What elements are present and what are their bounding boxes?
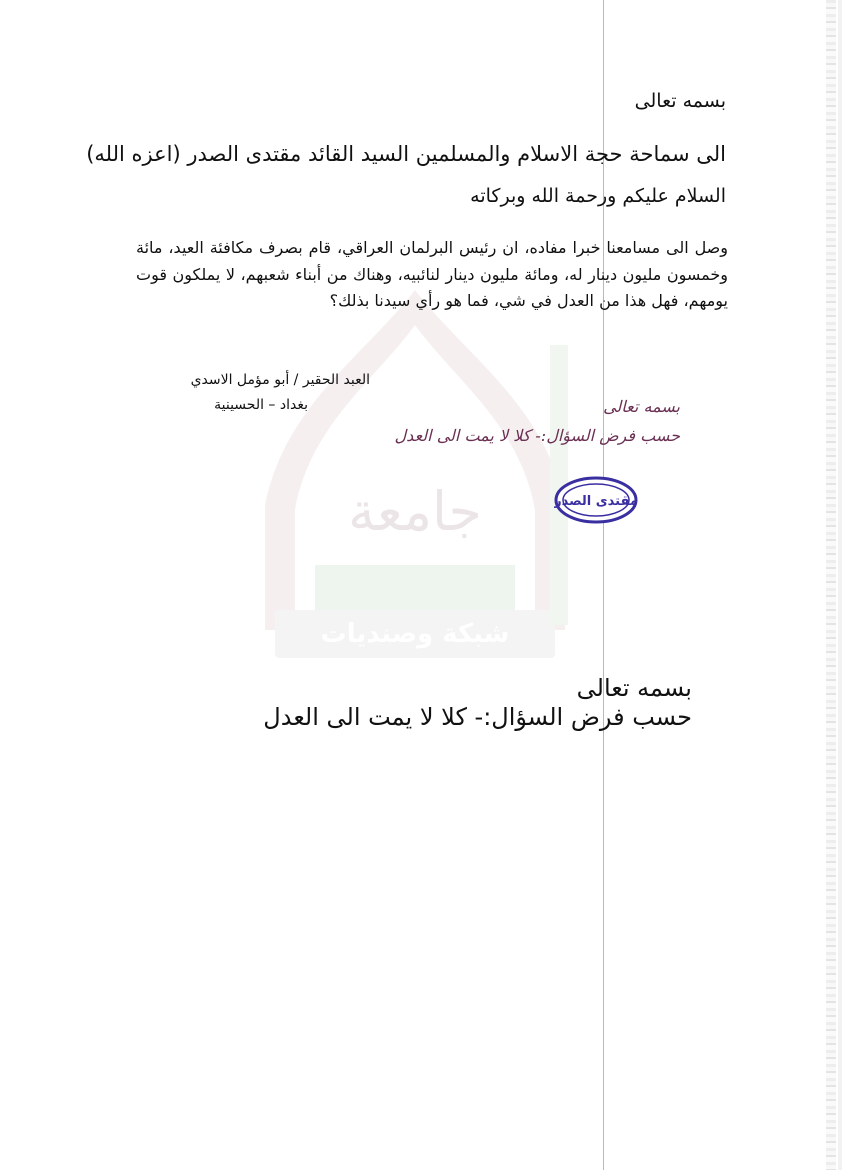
scan-edge-inner <box>838 0 842 1170</box>
watermark-banner-text: شبكة وصنديات <box>320 619 510 649</box>
margin-rule <box>603 0 604 1170</box>
typed-basmala: بسمه تعالى <box>576 674 692 702</box>
official-stamp <box>554 476 638 524</box>
typed-answer: حسب فرض السؤال:- كلا لا يمت الى العدل <box>263 703 692 731</box>
handwritten-answer: حسب فرض السؤال:- كلا لا يمت الى العدل <box>394 426 680 445</box>
scan-edge <box>826 0 836 1170</box>
watermark-logo <box>255 285 575 670</box>
letter-addressee: الى سماحة حجة الاسلام والمسلمين السيد القائد مقتدى الصدر (اعزه الله) <box>86 142 726 166</box>
stamp-text: مقتدى الصدر <box>554 494 638 509</box>
watermark-title-text: جامعة <box>348 480 482 543</box>
letter-body: وصل الى مسامعنا خبرا مفاده، ان رئيس البرلمان العراقي، قام بصرف مكافئة العيد، مائة وخمسون مليون دينار له، ومائة مليون دينار لنائبيه، وهناك من أبناء شعبهم، لا يملكون قوت يومهم، فهل هذا من العدل في شي، فما هو رأي سيدنا بذلك؟ <box>136 238 728 310</box>
sender-place: بغداد – الحسينية <box>214 397 308 413</box>
letter-greeting: السلام عليكم ورحمة الله وبركاته <box>470 185 726 207</box>
handwritten-basmala: بسمه تعالى <box>603 397 680 416</box>
letter-basmala: بسمه تعالى <box>634 90 726 112</box>
sender-name: العبد الحقير / أبو مؤمل الاسدي <box>190 372 370 388</box>
